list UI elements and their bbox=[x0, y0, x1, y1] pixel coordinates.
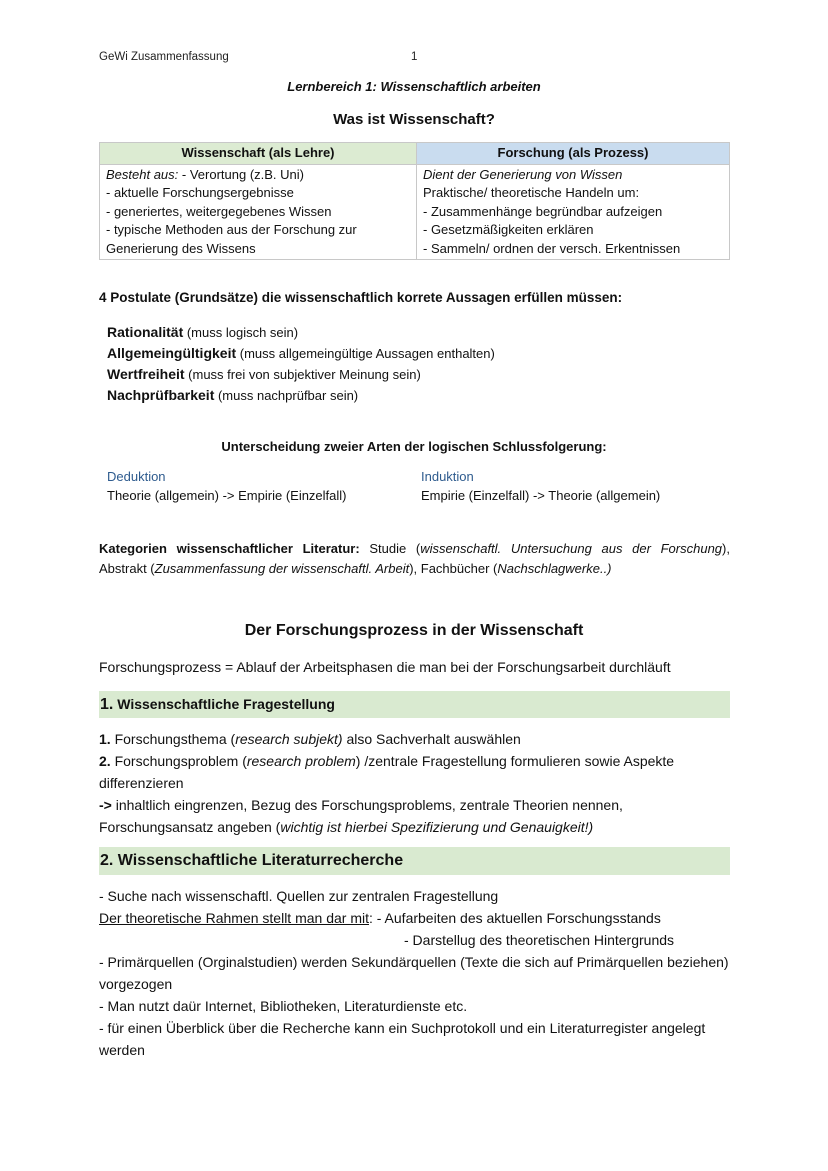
list-item: Generierung des Wissens bbox=[106, 240, 256, 256]
postulates-heading: 4 Postulate (Grundsätze) die wissenschaftlich korrete Aussagen erfüllen müssen: bbox=[99, 290, 623, 305]
unterscheidung-heading: Unterscheidung zweier Arten der logischen Schlussfolgerung: bbox=[221, 439, 607, 454]
list-item: - Darstellug des theoretischen Hintergrunds bbox=[404, 932, 675, 948]
item-italic: research subjekt) bbox=[235, 731, 343, 747]
section1-title: Wissenschaftliche Fragestellung bbox=[113, 696, 335, 712]
item-text: Forschungsthema ( bbox=[110, 731, 236, 747]
table-header-forschung: Forschung (als Prozess) bbox=[417, 143, 730, 165]
deduktion-label: Deduktion bbox=[107, 469, 166, 484]
induktion-text: Empirie (Einzelfall) -> Theorie (allgemein) bbox=[421, 488, 661, 503]
deduktion-text: Theorie (allgemein) -> Empirie (Einzelfall) bbox=[107, 488, 347, 503]
kategorien-text: Studie ( bbox=[359, 541, 421, 556]
list-item: - Gesetzmäßigkeiten erklären bbox=[423, 222, 594, 237]
item-number: 2. bbox=[99, 753, 111, 769]
item-text: Forschungsproblem ( bbox=[110, 753, 247, 769]
list-item: - Sammeln/ ordnen der versch. Erkentnissen bbox=[423, 240, 681, 256]
table-cell-forschung bbox=[417, 164, 730, 260]
list-item: - Zusammenhänge begründbar aufzeigen bbox=[423, 203, 663, 219]
item-text: also Sachverhalt auswählen bbox=[342, 731, 521, 747]
postulate-desc: (muss frei von subjektiver Meinung sein) bbox=[184, 367, 421, 382]
item-text: : - Aufarbeiten des aktuellen Forschungsstands bbox=[369, 910, 661, 926]
was-ist-title: Was ist Wissenschaft? bbox=[333, 111, 495, 128]
list-item bbox=[107, 343, 495, 364]
dient-der-text: Dient der Generierung von Wissen bbox=[423, 166, 623, 182]
section1-body bbox=[99, 728, 739, 838]
kategorien-text: ), Fachbücher ( bbox=[409, 561, 498, 576]
list-item bbox=[99, 750, 739, 794]
postulate-term: Allgemeingültigkeit bbox=[107, 345, 237, 361]
list-item: Praktische/ theoretische Handeln um: bbox=[423, 185, 640, 200]
kategorien-italic: Nachschlagwerke..) bbox=[497, 561, 612, 576]
list-item bbox=[99, 907, 739, 929]
kategorien-italic: wissenschaftl. Untersuchung aus der Forschung bbox=[420, 541, 723, 556]
item-text: inhaltlich eingrenzen, Bezug des Forschungsproblems, zentrale Theorien nennen, Forschungsansatz angeben ( bbox=[99, 797, 623, 835]
page-number: 1 bbox=[411, 51, 418, 63]
comparison-table bbox=[99, 142, 730, 260]
list-item: - generiertes, weitergegebenes Wissen bbox=[106, 203, 332, 219]
list-item bbox=[99, 794, 739, 838]
item-number: 1. bbox=[99, 731, 111, 747]
section2-heading: 2. Wissenschaftliche Literaturrecherche bbox=[99, 847, 730, 875]
item-italic: research problem bbox=[246, 753, 356, 769]
verortung-text: - Verortung (z.B. Uni) bbox=[178, 166, 304, 182]
underlined-text: Der theoretische Rahmen stellt man dar mit bbox=[99, 910, 369, 926]
table-cell-wissenschaft bbox=[100, 164, 417, 260]
item-italic: wichtig ist hierbei Spezifizierung und Genauigkeit!) bbox=[280, 819, 594, 835]
section1-number: 1. bbox=[100, 696, 114, 713]
header-title: GeWi Zusammenfassung bbox=[99, 51, 229, 63]
kategorien-italic: Zusammenfassung der wissenschaftl. Arbeit bbox=[154, 561, 410, 576]
section2-body bbox=[99, 885, 739, 1061]
list-item bbox=[107, 385, 495, 406]
postulate-desc: (muss allgemeingültige Aussagen enthalten) bbox=[236, 346, 495, 361]
postulates-list bbox=[107, 322, 495, 406]
postulate-desc: (muss nachprüfbar sein) bbox=[214, 388, 359, 403]
kategorien-paragraph bbox=[99, 539, 730, 579]
arrow-marker: -> bbox=[99, 797, 112, 813]
list-item bbox=[99, 728, 739, 750]
postulate-term: Nachprüfbarkeit bbox=[107, 387, 215, 403]
forschungsprozess-title: Der Forschungsprozess in der Wissenschaft bbox=[244, 622, 584, 639]
list-item: - Man nutzt daür Internet, Bibliotheken, Literaturdienste etc. bbox=[99, 998, 468, 1014]
kategorien-label: Kategorien wissenschaftlicher Literatur: bbox=[99, 541, 360, 556]
list-item: - für einen Überblick über die Recherche kann ein Suchprotokoll und ein Literaturregister angelegt werden bbox=[99, 1020, 706, 1058]
list-item: - typische Methoden aus der Forschung zur bbox=[106, 222, 357, 237]
postulate-term: Wertfreiheit bbox=[107, 366, 185, 382]
lernbereich-title: Lernbereich 1: Wissenschaftlich arbeiten bbox=[287, 79, 541, 94]
list-item: - Primärquellen (Orginalstudien) werden Sekundärquellen (Texte die sich auf Primärquellen beziehen) vorgezogen bbox=[99, 954, 729, 992]
postulate-desc: (muss logisch sein) bbox=[183, 325, 299, 340]
item-text: ) /zentrale Fragestellung formulieren sowie Aspekte differenzieren bbox=[99, 753, 675, 791]
forschungsprozess-definition: Forschungsprozess = Ablauf der Arbeitsphasen die man bei der Forschungsarbeit durchläuft bbox=[99, 659, 671, 675]
section1-heading bbox=[99, 691, 730, 718]
list-item bbox=[107, 322, 495, 343]
postulate-term: Rationalität bbox=[107, 324, 184, 340]
besteht-aus-label: Besteht aus: bbox=[106, 166, 179, 182]
list-item: - aktuelle Forschungsergebnisse bbox=[106, 185, 294, 200]
kategorien-text: ), Abstrakt ( bbox=[99, 541, 730, 576]
list-item bbox=[107, 364, 495, 385]
induktion-label: Induktion bbox=[421, 469, 474, 484]
table-header-wissenschaft: Wissenschaft (als Lehre) bbox=[100, 143, 417, 165]
list-item: - Suche nach wissenschaftl. Quellen zur zentralen Fragestellung bbox=[99, 888, 499, 904]
